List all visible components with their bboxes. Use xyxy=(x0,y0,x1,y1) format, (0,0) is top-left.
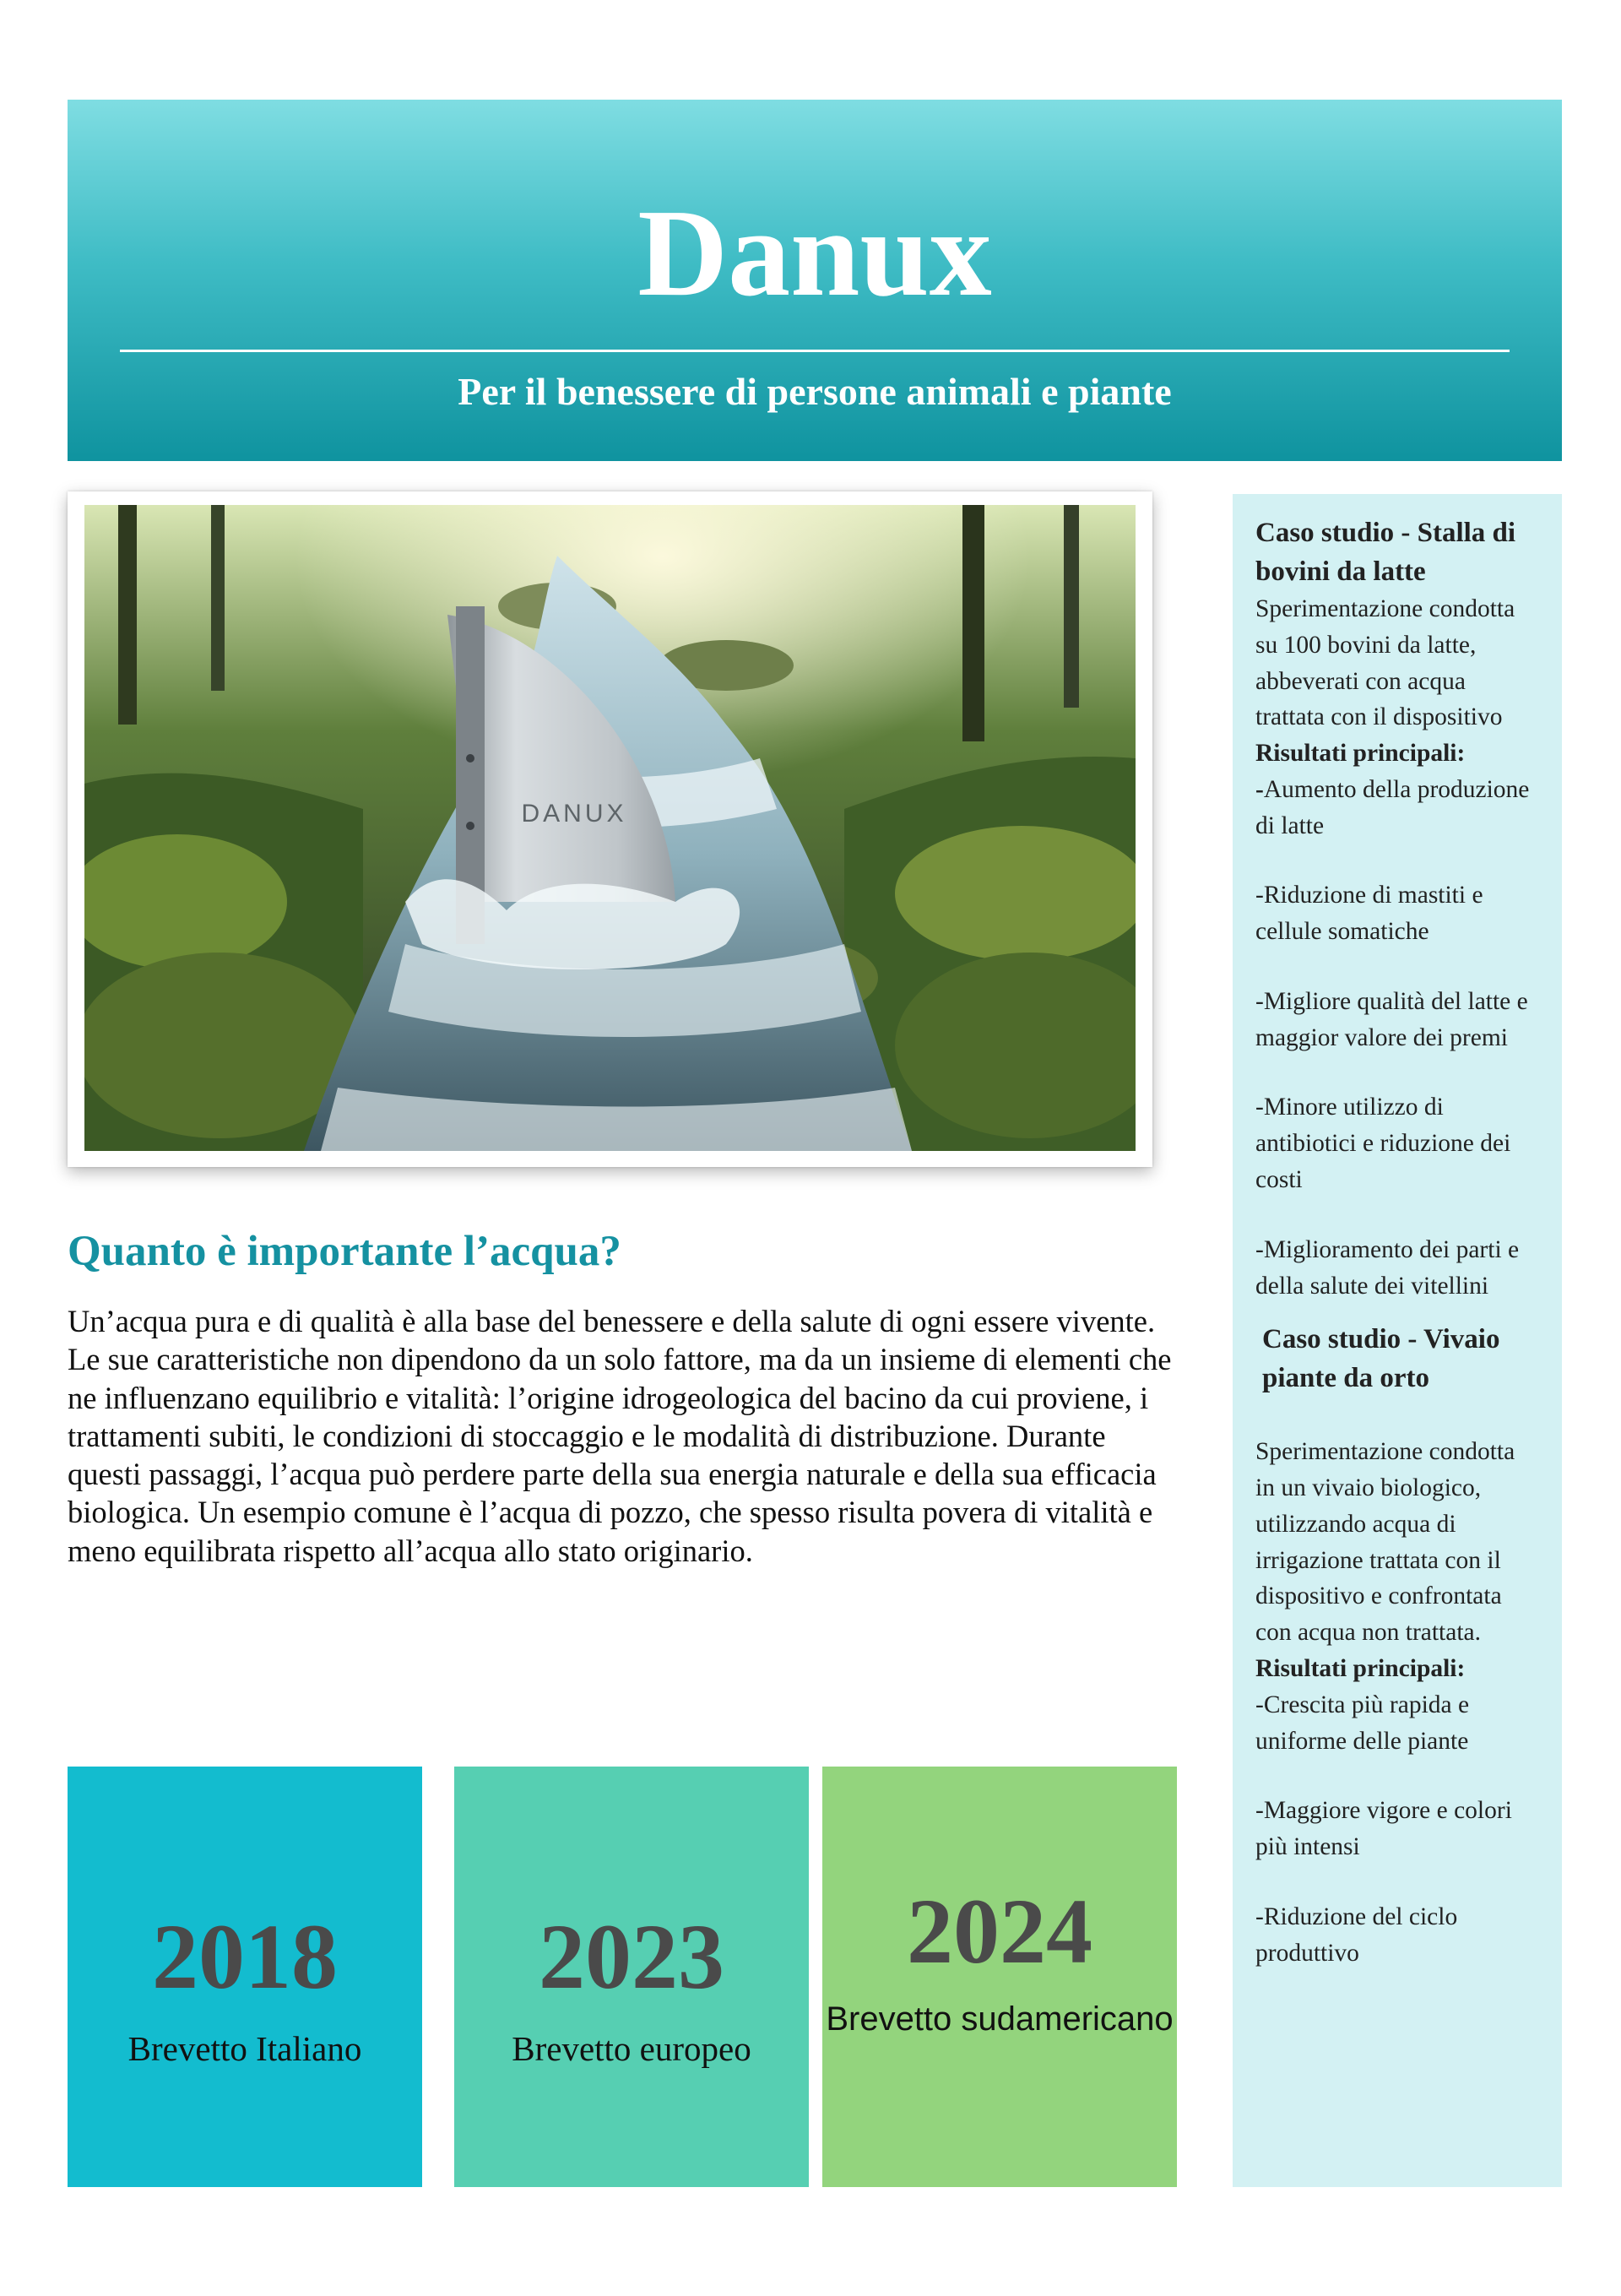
page-subtitle: Per il benessere di persone animali e piante xyxy=(458,370,1172,413)
header-banner xyxy=(68,100,1562,461)
case-study-description: Sperimentazione condotta su 100 bovini da latte, abbeverati con acqua trattata con il dispositivo xyxy=(1255,595,1515,731)
patent-tile-2023 xyxy=(454,1767,809,2187)
result-dash: - xyxy=(1255,775,1264,803)
intro-paragraph-1: Un’acqua pura e di qualità è alla base del benessere e della salute di ogni essere vivente. xyxy=(68,1304,1156,1338)
case-study-description: Sperimentazione condotta in un vivaio biologico, utilizzando acqua di irrigazione trattata con il dispositivo e confrontata con acqua non trattata. xyxy=(1255,1438,1515,1647)
case-study-title: Caso studio - Stalla di bovini da latte xyxy=(1255,518,1516,587)
result-item: -Crescita più rapida e uniforme delle piante xyxy=(1255,1691,1470,1755)
result-item: -Riduzione di mastiti e cellule somatiche xyxy=(1255,882,1483,946)
spacer xyxy=(1255,1398,1540,1434)
patent-tile-2018 xyxy=(68,1767,422,2187)
hero-photo xyxy=(84,505,1136,1151)
result-item: -Miglioramento dei parti e della salute dei vitellini xyxy=(1255,1235,1520,1300)
patent-tile-2024 xyxy=(822,1767,1177,2187)
case-studies-sidebar xyxy=(1233,494,1562,2187)
result-item: -Riduzione del ciclo produttivo xyxy=(1255,1902,1458,1967)
result-item xyxy=(1255,772,1540,844)
patent-label: Brevetto sudamericano xyxy=(826,2000,1174,2038)
patent-label: Brevetto europeo xyxy=(512,2029,751,2068)
page-title: Danux xyxy=(637,184,992,323)
device-label: DANUX xyxy=(521,800,627,828)
patent-year: 2023 xyxy=(539,1905,724,2008)
hero-photo-frame xyxy=(68,491,1152,1167)
result-item: -Migliore qualità del latte e maggior valore dei premi xyxy=(1255,987,1528,1051)
result-item: -Minore utilizzo di antibiotici e riduzione dei costi xyxy=(1255,1094,1511,1194)
results-label: Risultati principali: xyxy=(1255,1654,1466,1682)
patent-year: 2024 xyxy=(907,1880,1092,1983)
result-item: -Maggiore vigore e colori più intensi xyxy=(1255,1797,1512,1861)
patent-year: 2018 xyxy=(152,1905,338,2008)
case-study-title: Caso studio - Vivaio piante da orto xyxy=(1262,1324,1500,1393)
results-label: Risultati principali: xyxy=(1255,740,1466,768)
section-body xyxy=(68,1302,1186,1570)
result-text: Aumento della produzione di latte xyxy=(1255,775,1530,839)
section-heading: Quanto è importante l’acqua? xyxy=(68,1228,621,1275)
intro-paragraph-2: Le sue caratteristiche non dipendono da un solo fattore, ma da un insieme di elementi che ne influenzano equilibrio e vitalità: l’origine idrogeologica del bacino da cui proviene, i trattamenti subiti, le condizioni di stoccaggio e le modalità di distribuzione. Durante questi passaggi, l’acqua può perdere parte della sua energia naturale e della sua efficacia biologica. Un esempio comune è l’acqua di pozzo, che spesso risulta povera di vitalità e meno equilibrata rispetto all’acqua allo stato originario. xyxy=(68,1342,1172,1568)
patent-label: Brevetto Italiano xyxy=(127,2029,362,2068)
header-divider xyxy=(120,350,1510,352)
